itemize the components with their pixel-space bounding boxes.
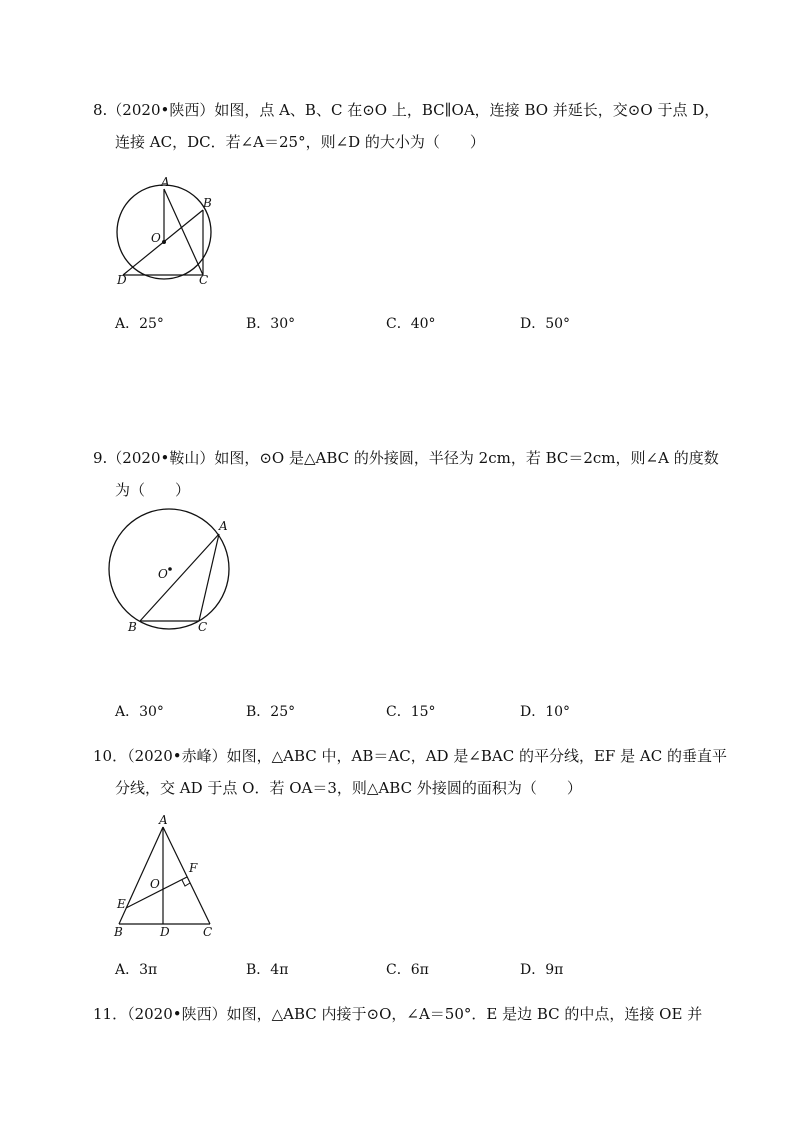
q8-label-a: A [161,175,170,189]
q8-label-o: O [151,231,161,245]
q9-center-dot [168,567,172,571]
q8-label-c: C [199,273,209,287]
q9-line-2: 为（ ） [115,481,191,499]
q8-line-2: 连接 AC，DC．若∠A＝25°，则∠D 的大小为（ ） [115,133,485,151]
q10-label-o: O [150,877,160,891]
q9-option-b: B．25° [246,704,296,720]
q9-label-a: A [219,519,228,533]
q10-label-a: A [159,813,168,827]
q9-figure [100,505,245,640]
q10-label-f: F [189,861,198,875]
q8-segment-ac [164,189,203,275]
q10-label-d: D [160,925,170,939]
q9-segment-ab [140,534,219,621]
q11-line-1: 11．（2020•陕西）如图，△ABC 内接于⊙O，∠A＝50°．E 是边 BC 的中点，连接 OE 并 [93,1005,703,1023]
q9-label-b: B [128,620,137,634]
q8-figure [105,170,225,290]
q10-segment-ac [163,827,210,924]
q10-label-b: B [114,925,123,939]
q9-segment-ac [199,534,219,621]
q8-label-d: D [117,273,127,287]
q9-option-d: D．10° [520,704,571,720]
q9-option-a: A．30° [115,704,164,720]
q8-option-b: B．30° [246,316,296,332]
q10-option-c: C．6π [386,962,429,978]
q8-option-d: D．50° [520,316,571,332]
q10-option-d: D．9π [520,962,564,978]
q8-option-c: C．40° [386,316,436,332]
q8-center-dot [162,240,166,244]
q9-option-c: C．15° [386,704,436,720]
q10-option-b: B．4π [246,962,289,978]
q9-label-o: O [158,567,168,581]
q9-line-1: 9.（2020•鞍山）如图，⊙O 是△ABC 的外接圆，半径为 2cm，若 BC＝2cm，则∠A 的度数 [93,449,719,467]
q8-line-1: 8.（2020•陕西）如图，点 A、B、C 在⊙O 上，BC∥OA，连接 BO 并延长，交⊙O 于点 D， [93,101,720,119]
q9-label-c: C [198,620,208,634]
q8-label-b: B [203,196,212,210]
q10-figure [105,808,225,943]
q10-label-e: E [117,897,126,911]
q8-option-a: A．25° [115,316,164,332]
q10-line-2: 分线，交 AD 于点 O．若 OA＝3，则△ABC 外接圆的面积为（ ） [115,779,582,797]
q10-line-1: 10．（2020•赤峰）如图，△ABC 中，AB＝AC，AD 是∠BAC 的平分线，EF 是 AC 的垂直平 [93,747,727,765]
q10-option-a: A．3π [115,962,158,978]
q10-label-c: C [203,925,213,939]
